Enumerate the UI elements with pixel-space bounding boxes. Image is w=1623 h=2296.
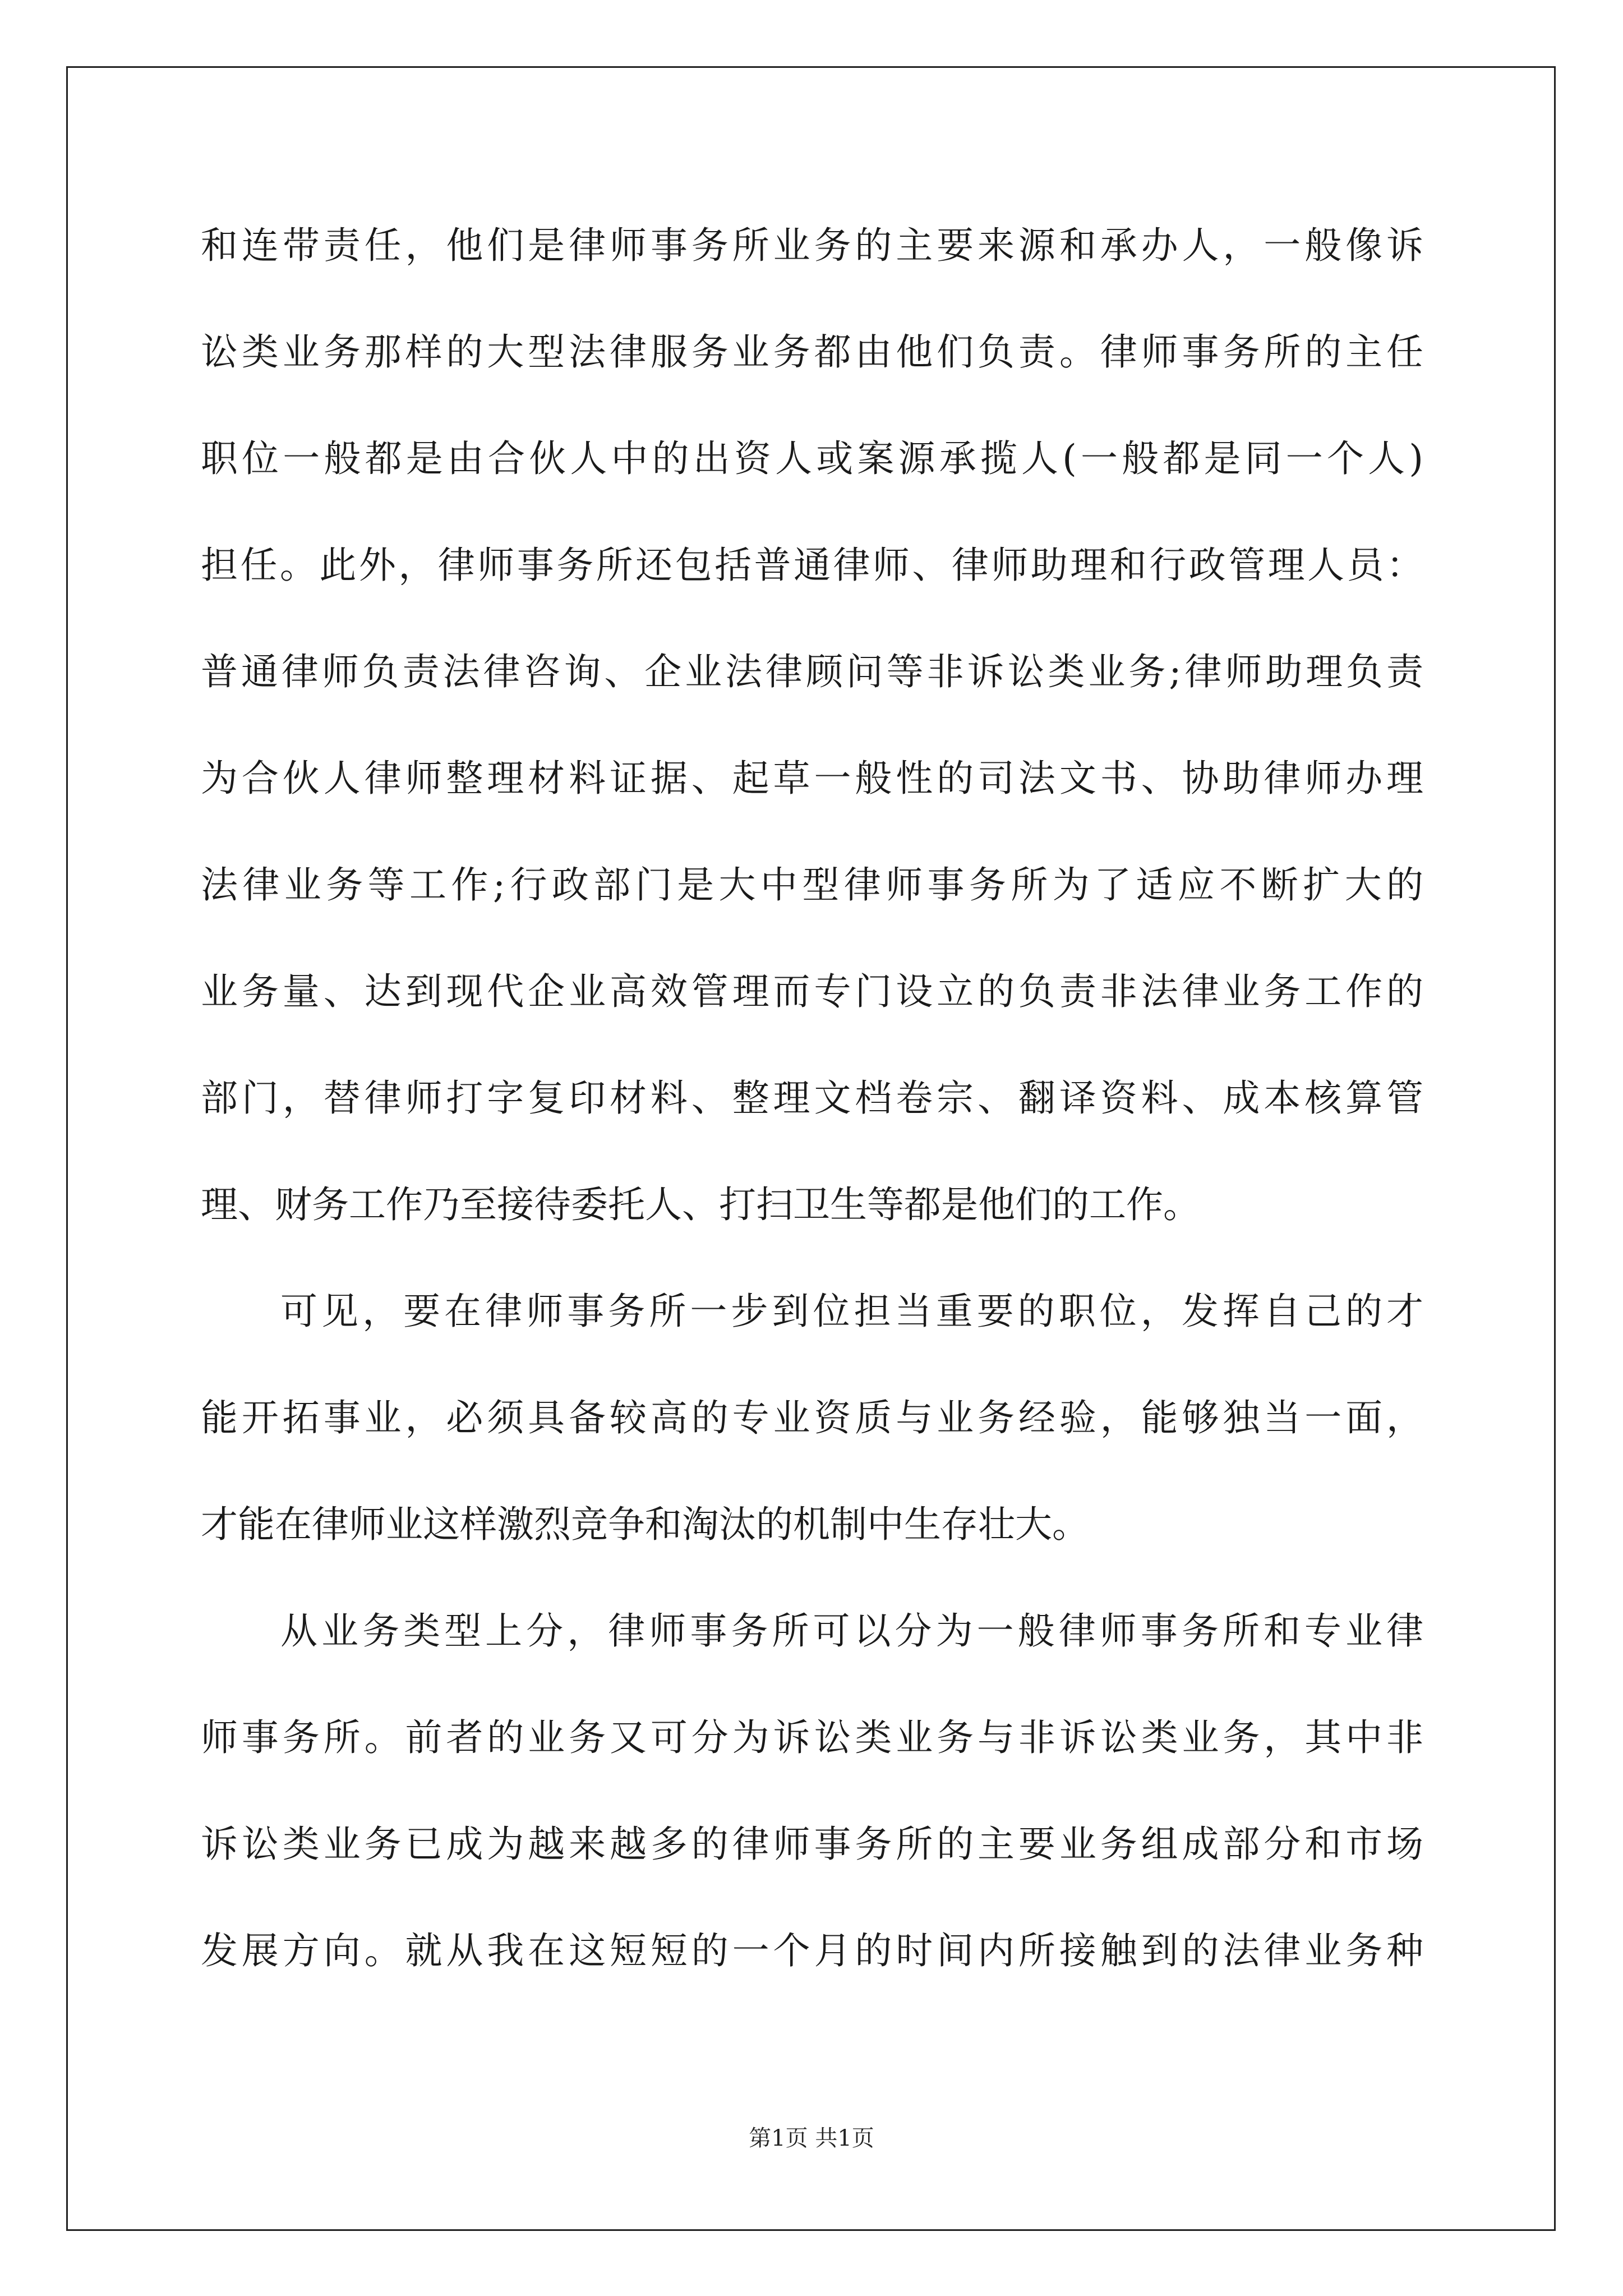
text-line: 业务量、达到现代企业高效管理而专门设立的负责非法律业务工作的 [201, 970, 1423, 1013]
text-line: 为合伙人律师整理材料证据、起草一般性的司法文书、协助律师办理 [201, 757, 1423, 800]
text-line: 诉讼类业务已成为越来越多的律师事务所的主要业务组成部分和市场 [201, 1823, 1423, 1866]
text-line: 普通律师负责法律咨询、企业法律顾问等非诉讼类业务;律师助理负责 [201, 650, 1423, 693]
text-line: 可见，要在律师事务所一步到位担当重要的职位，发挥自己的才 [280, 1290, 1423, 1333]
text-line: 从业务类型上分，律师事务所可以分为一般律师事务所和专业律 [280, 1609, 1423, 1653]
text-line: 师事务所。前者的业务又可分为诉讼类业务与非诉讼类业务，其中非 [201, 1716, 1423, 1759]
page-number-footer: 第1页 共1页 [749, 2125, 874, 2151]
page-border [66, 66, 1556, 2231]
text-line: 和连带责任，他们是律师事务所业务的主要来源和承办人，一般像诉 [201, 224, 1423, 267]
text-line: 职位一般都是由合伙人中的出资人或案源承揽人(一般都是同一个人) [201, 437, 1423, 480]
text-line: 能开拓事业，必须具备较高的专业资质与业务经验，能够独当一面， [201, 1396, 1423, 1439]
text-line: 担任。此外，律师事务所还包括普通律师、律师助理和行政管理人员： [201, 544, 1423, 587]
text-line: 理、财务工作乃至接待委托人、打扫卫生等都是他们的工作。 [201, 1183, 1200, 1226]
text-line: 法律业务等工作;行政部门是大中型律师事务所为了适应不断扩大的 [201, 863, 1423, 907]
text-line: 发展方向。就从我在这短短的一个月的时间内所接触到的法律业务种 [201, 1929, 1423, 1972]
text-line: 才能在律师业这样激烈竞争和淘汰的机制中生存壮大。 [201, 1503, 1089, 1546]
text-line: 部门，替律师打字复印材料、整理文档卷宗、翻译资料、成本核算管 [201, 1076, 1423, 1120]
text-line: 讼类业务那样的大型法律服务业务都由他们负责。律师事务所的主任 [201, 330, 1423, 374]
